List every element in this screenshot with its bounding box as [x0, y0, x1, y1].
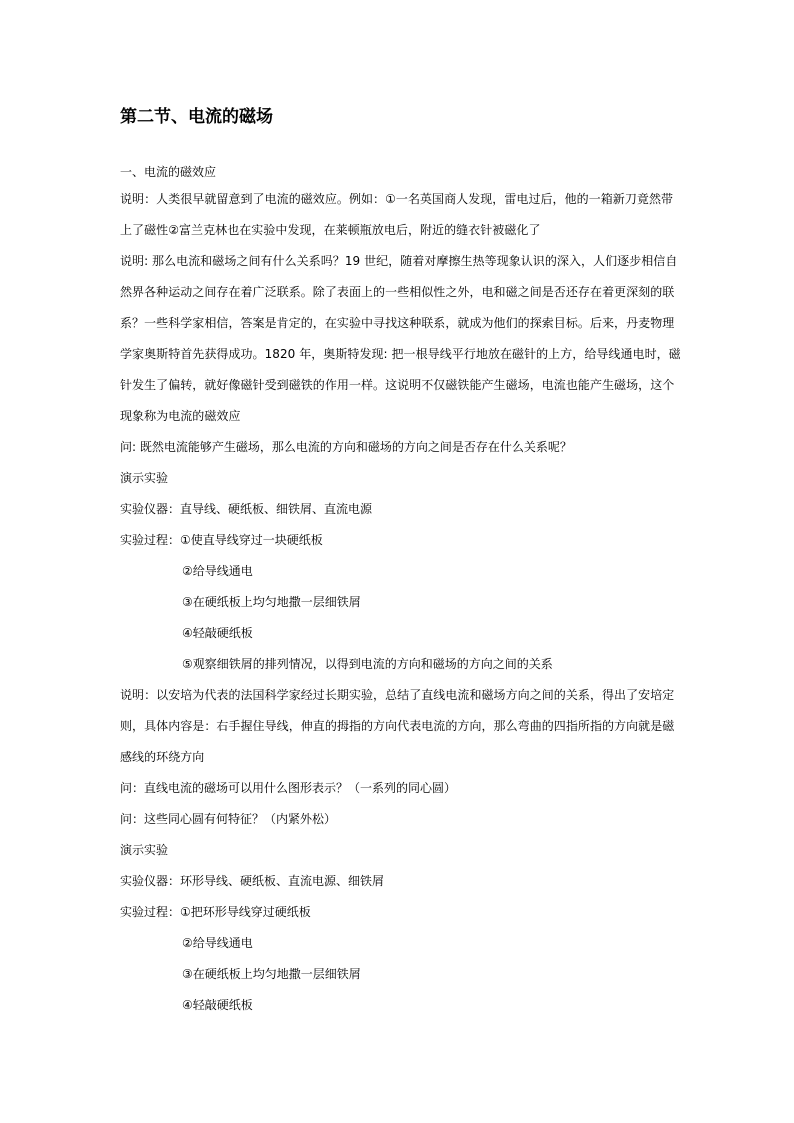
- demo-experiment-1: [120, 463, 676, 680]
- question-2: 问：直线电流的磁场可以用什么图形表示？（一系列的同心圆）: [120, 781, 457, 795]
- text-line: 说明：人类很早就留意到了电流的磁效应。例如：①一名英国商人发现，雷电过后，他的一箱新刀竟然带: [120, 192, 674, 206]
- paragraph-explanation-1: [120, 184, 676, 246]
- demo-experiment-2: [120, 835, 676, 1021]
- demo-step: ④轻敲硬纸板: [182, 626, 253, 640]
- demo-step: ②给导线通电: [182, 564, 253, 578]
- demo-instruments: 实验仪器：环形导线、硬纸板、直流电源、细铁屑: [120, 874, 385, 888]
- paragraph-explanation-2: [120, 246, 681, 432]
- paragraph-explanation-3: [120, 680, 676, 773]
- text-line: 说明: 那么电流和磁场之间有什么关系吗？19 世纪，随着对摩擦生热等现象认识的深入，人们逐步相信自: [120, 254, 678, 268]
- text-line: 则，具体内容是：右手握住导线，伸直的拇指的方向代表电流的方向，那么弯曲的四指所指的方向就是磁: [120, 719, 675, 733]
- section-heading: 一、电流的磁效应: [120, 165, 217, 179]
- question-1: 问: 既然电流能够产生磁场，那么电流的方向和磁场的方向之间是否存在什么关系呢？: [120, 440, 572, 454]
- demo-step: ④轻敲硬纸板: [182, 998, 253, 1012]
- text-line: 系？一些科学家相信，答案是肯定的，在实验中寻找这种联系，就成为他们的探索目标。后来，丹麦物理: [120, 316, 675, 330]
- text-line: 上了磁性②富兰克林也在实验中发现，在莱顿瓶放电后，附近的缝衣针被磁化了: [120, 223, 541, 237]
- question-3: 问：这些同心圆有何特征？（内紧外松）: [120, 812, 337, 826]
- demo-process-label: 实验过程：①使直导线穿过一块硬纸板: [120, 533, 323, 547]
- text-line: 然界各种运动之间存在着广泛联系。除了表面上的一些相似性之外，电和磁之间是否还存在着更深刻的联: [120, 285, 675, 299]
- text-line: 感线的环绕方向: [120, 750, 205, 764]
- demo-step: ③在硬纸板上均匀地撒一层细铁屑: [182, 595, 361, 609]
- demo-step: ②给导线通电: [182, 936, 253, 950]
- demo-heading: 演示实验: [120, 471, 169, 485]
- demo-step: ③在硬纸板上均匀地撒一层细铁屑: [182, 967, 361, 981]
- demo-process-label: 实验过程：①把环形导线穿过硬纸板: [120, 905, 311, 919]
- text-line: 说明：以安培为代表的法国科学家经过长期实验，总结了直线电流和磁场方向之间的关系，得出了安培定: [120, 688, 675, 702]
- document-body: [120, 160, 681, 1021]
- page-title: 第二节、电流的磁场: [120, 107, 273, 127]
- text-line: 学家奥斯特首先获得成功。1820 年，奥斯特发现: 把一根导线平行地放在磁针的上方，给导线通电时，磁: [120, 347, 681, 361]
- text-line: 针发生了偏转，就好像磁针受到磁铁的作用一样。这说明不仅磁铁能产生磁场，电流也能产生磁场，这个: [120, 378, 675, 392]
- demo-step: ⑤观察细铁屑的排列情况，以得到电流的方向和磁场的方向之间的关系: [182, 657, 553, 671]
- demo-heading: 演示实验: [120, 843, 169, 857]
- text-line: 现象称为电流的磁效应: [120, 409, 241, 423]
- demo-instruments: 实验仪器：直导线、硬纸板、细铁屑、直流电源: [120, 502, 373, 516]
